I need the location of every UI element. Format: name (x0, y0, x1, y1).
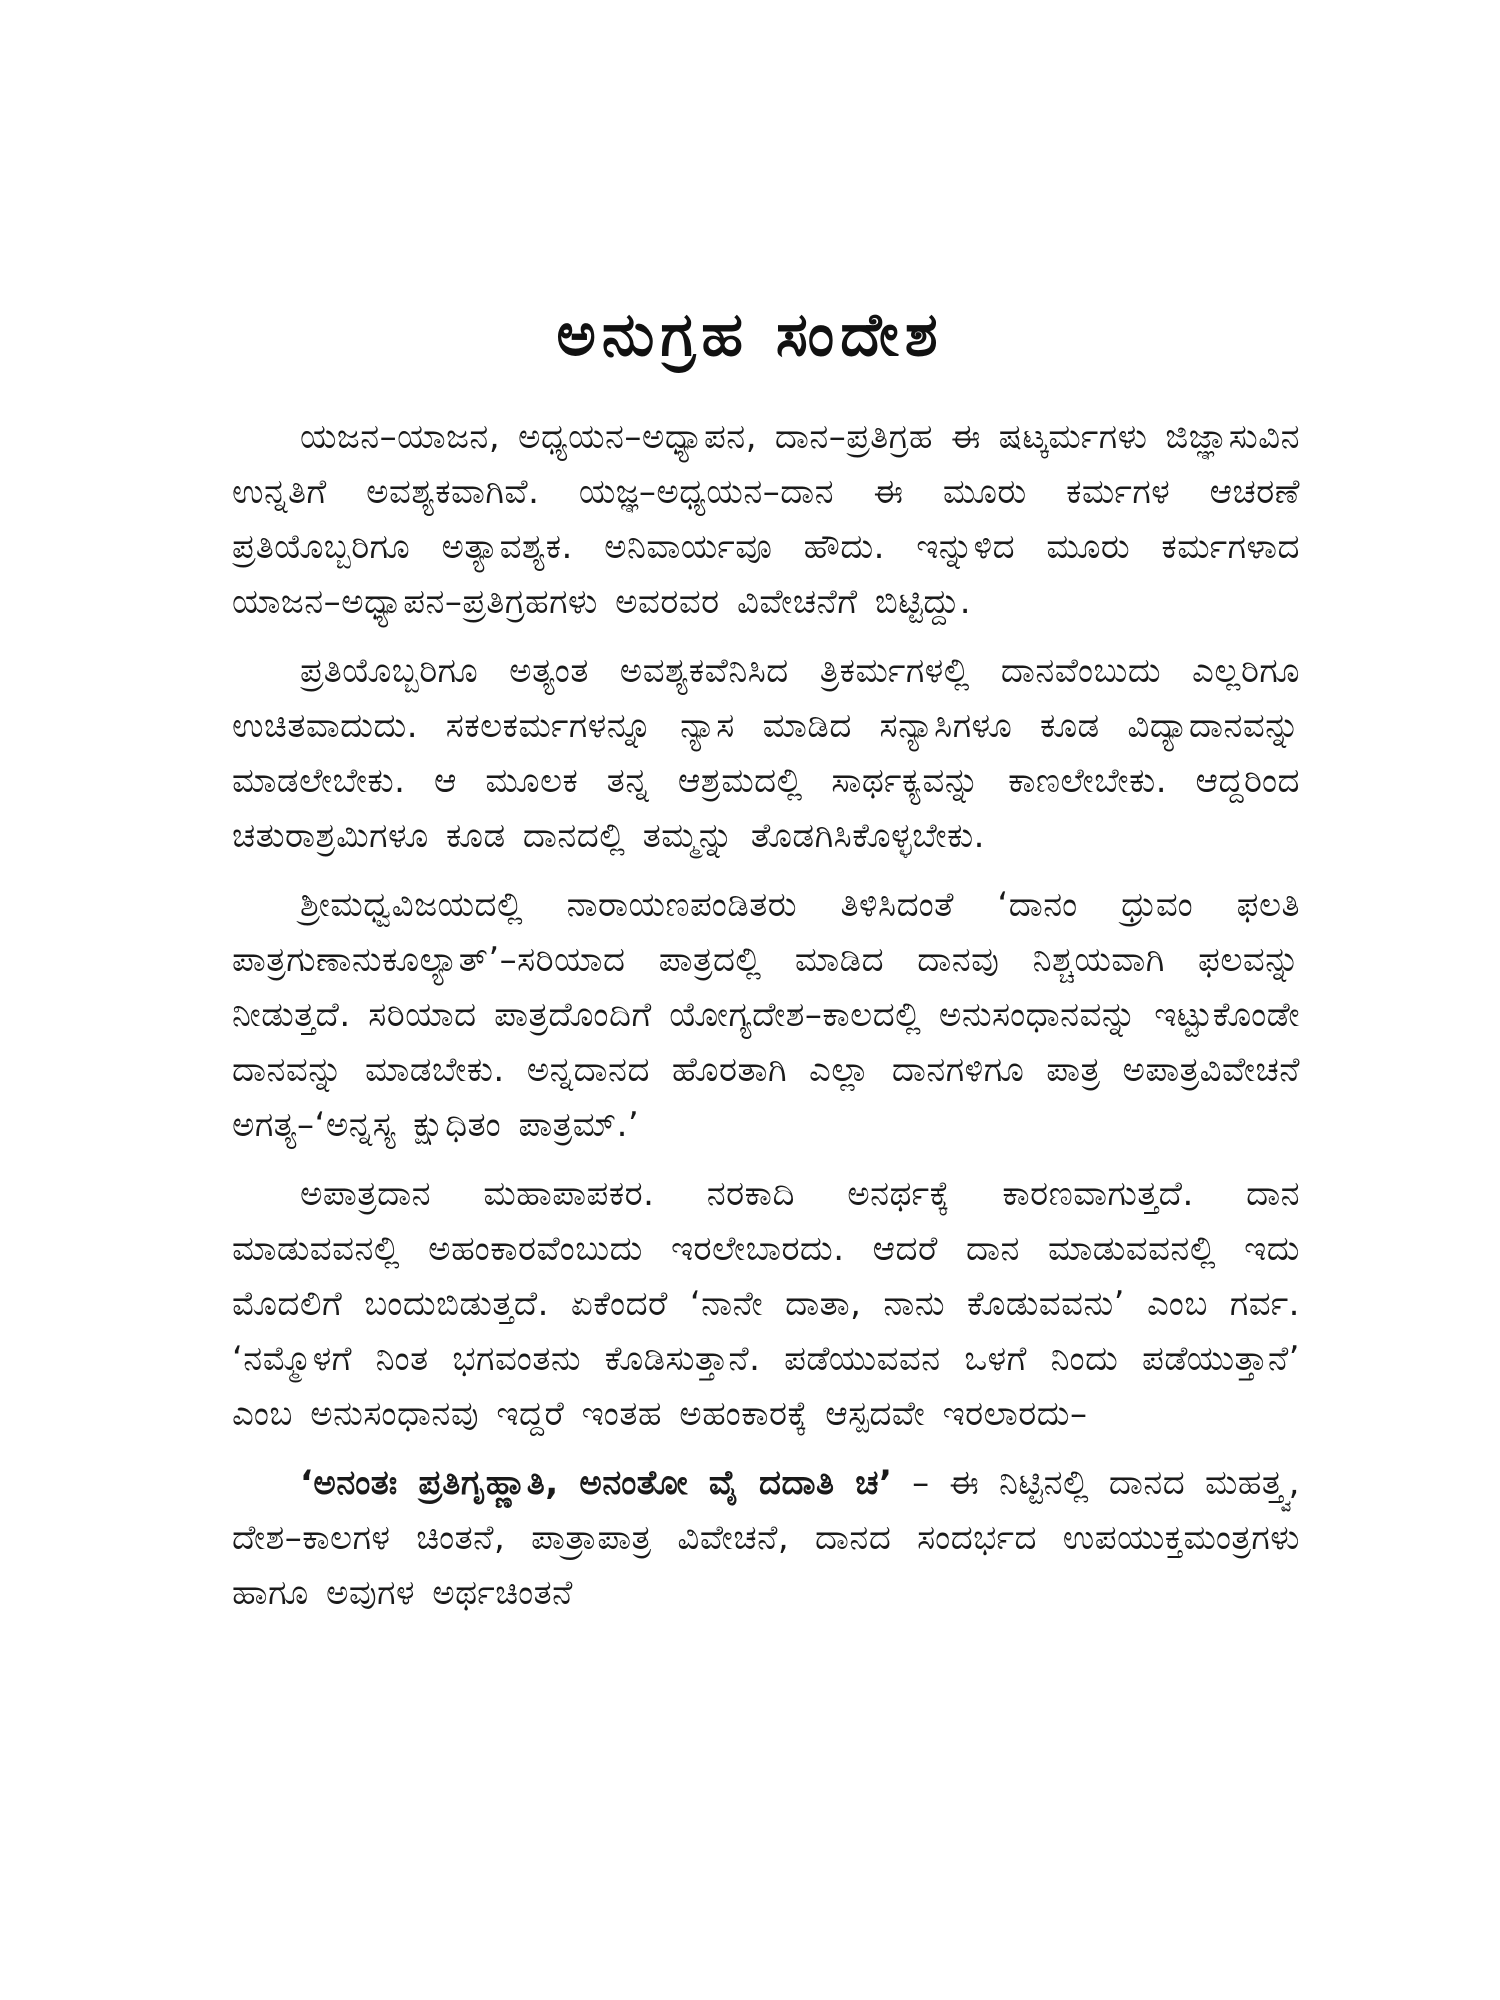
paragraph-2: ಪ್ರತಿಯೊಬ್ಬರಿಗೂ ಅತ್ಯಂತ ಅವಶ್ಯಕವೆನಿಸಿದ ತ್ರಿಕರ್ಮಗಳಲ್ಲಿ ದಾನವೆಂಬುದು ಎಲ್ಲರಿಗೂ ಉಚಿತವಾದುದು. ಸಕಲಕರ್ಮಗಳನ್ನೂ ನ್ಯಾಸ ಮಾಡಿದ ಸನ್ಯಾಸಿಗಳೂ ಕೂಡ ವಿದ್ಯಾದಾನವನ್ನು ಮಾಡಲೇಬೇಕು. ಆ ಮೂಲಕ ತನ್ನ ಆಶ್ರಮದಲ್ಲಿ ಸಾರ್ಥಕ್ಯವನ್ನು ಕಾಣಲೇಬೇಕು. ಆದ್ದರಿಂದ ಚತುರಾಶ್ರಮಿಗಳೂ ಕೂಡ ದಾನದಲ್ಲಿ ತಮ್ಮನ್ನು ತೊಡಗಿಸಿಕೊಳ್ಳಬೇಕು. (232, 651, 1300, 856)
body-text (232, 410, 1300, 1621)
paragraph-1: ಯಜನ–ಯಾಜನ, ಅಧ್ಯಯನ–ಅಧ್ಯಾಪನ, ದಾನ–ಪ್ರತಿಗ್ರಹ ಈ ಷಟ್ಕರ್ಮಗಳು ಜಿಜ್ಞಾಸುವಿನ ಉನ್ನತಿಗೆ ಅವಶ್ಯಕವಾಗಿವೆ. ಯಜ್ಞ–ಅಧ್ಯಯನ–ದಾನ ಈ ಮೂರು ಕರ್ಮಗಳ ಆಚರಣೆ ಪ್ರತಿಯೊಬ್ಬರಿಗೂ ಅತ್ಯಾವಶ್ಯಕ. ಅನಿವಾರ್ಯವೂ ಹೌದು. ಇನ್ನುಳಿದ ಮೂರು ಕರ್ಮಗಳಾದ ಯಾಜನ–ಅಧ್ಯಾಪನ–ಪ್ರತಿಗ್ರಹಗಳು ಅವರವರ ವಿವೇಚನೆಗೆ ಬಿಟ್ಟಿದ್ದು. (232, 417, 1300, 622)
page-title: ಅನುಗ್ರಹ ಸಂದೇಶ (556, 300, 944, 371)
paragraph-5 (232, 1456, 1300, 1621)
paragraph-3: ಶ್ರೀಮಧ್ವವಿಜಯದಲ್ಲಿ ನಾರಾಯಣಪಂಡಿತರು ತಿಳಿಸಿದಂತೆ ‘ದಾನಂ ಧ್ರುವಂ ಫಲತಿ ಪಾತ್ರಗುಣಾನುಕೂಲ್ಯಾತ್’–ಸರಿಯಾದ ಪಾತ್ರದಲ್ಲಿ ಮಾಡಿದ ದಾನವು ನಿಶ್ಚಯವಾಗಿ ಫಲವನ್ನು ನೀಡುತ್ತದೆ. ಸರಿಯಾದ ಪಾತ್ರದೊಂದಿಗೆ ಯೋಗ್ಯದೇಶ–ಕಾಲದಲ್ಲಿ ಅನುಸಂಧಾನವನ್ನು ಇಟ್ಟುಕೊಂಡೇ ದಾನವನ್ನು ಮಾಡಬೇಕು. ಅನ್ನದಾನದ ಹೊರತಾಗಿ ಎಲ್ಲಾ ದಾನಗಳಿಗೂ ಪಾತ್ರ ಅಪಾತ್ರವಿವೇಚನೆ ಅಗತ್ಯ–‘ಅನ್ನಸ್ಯ ಕ್ಷುಧಿತಂ ಪಾತ್ರಮ್.’ (232, 885, 1300, 1145)
paragraph-4: ಅಪಾತ್ರದಾನ ಮಹಾಪಾಪಕರ. ನರಕಾದಿ ಅನರ್ಥಕ್ಕೆ ಕಾರಣವಾಗುತ್ತದೆ. ದಾನ ಮಾಡುವವನಲ್ಲಿ ಅಹಂಕಾರವೆಂಬುದು ಇರಲೇಬಾರದು. ಆದರೆ ದಾನ ಮಾಡುವವನಲ್ಲಿ ಇದು ಮೊದಲಿಗೆ ಬಂದುಬಿಡುತ್ತದೆ. ಏಕೆಂದರೆ ‘ನಾನೇ ದಾತಾ, ನಾನು ಕೊಡುವವನು’ ಎಂಬ ಗರ್ವ. ‘ನಮ್ಮೊಳಗೆ ನಿಂತ ಭಗವಂತನು ಕೊಡಿಸುತ್ತಾನೆ. ಪಡೆಯುವವನ ಒಳಗೆ ನಿಂದು ಪಡೆಯುತ್ತಾನೆ’ ಎಂಬ ಅನುಸಂಧಾನವು ಇದ್ದರೆ ಇಂತಹ ಅಹಂಕಾರಕ್ಕೆ ಆಸ್ಪದವೇ ಇರಲಾರದು– (232, 1174, 1300, 1434)
paragraph-5-text: – ಈ ನಿಟ್ಟಿನಲ್ಲಿ ದಾನದ ಮಹತ್ತ್ವ, ದೇಶ–ಕಾಲಗಳ ಚಿಂತನೆ, ಪಾತ್ರಾಪಾತ್ರ ವಿವೇಚನೆ, ದಾನದ ಸಂದರ್ಭದ ಉಪಯುಕ್ತಮಂತ್ರಗಳು ಹಾಗೂ ಅವುಗಳ ಅರ್ಥಚಿಂತನೆ (232, 1463, 1300, 1613)
sanskrit-quote: ‘ಅನಂತಃ ಪ್ರತಿಗೃಹ್ಣಾತಿ, ಅನಂತೋ ವೈ ದದಾತಿ ಚ’ (300, 1463, 893, 1503)
